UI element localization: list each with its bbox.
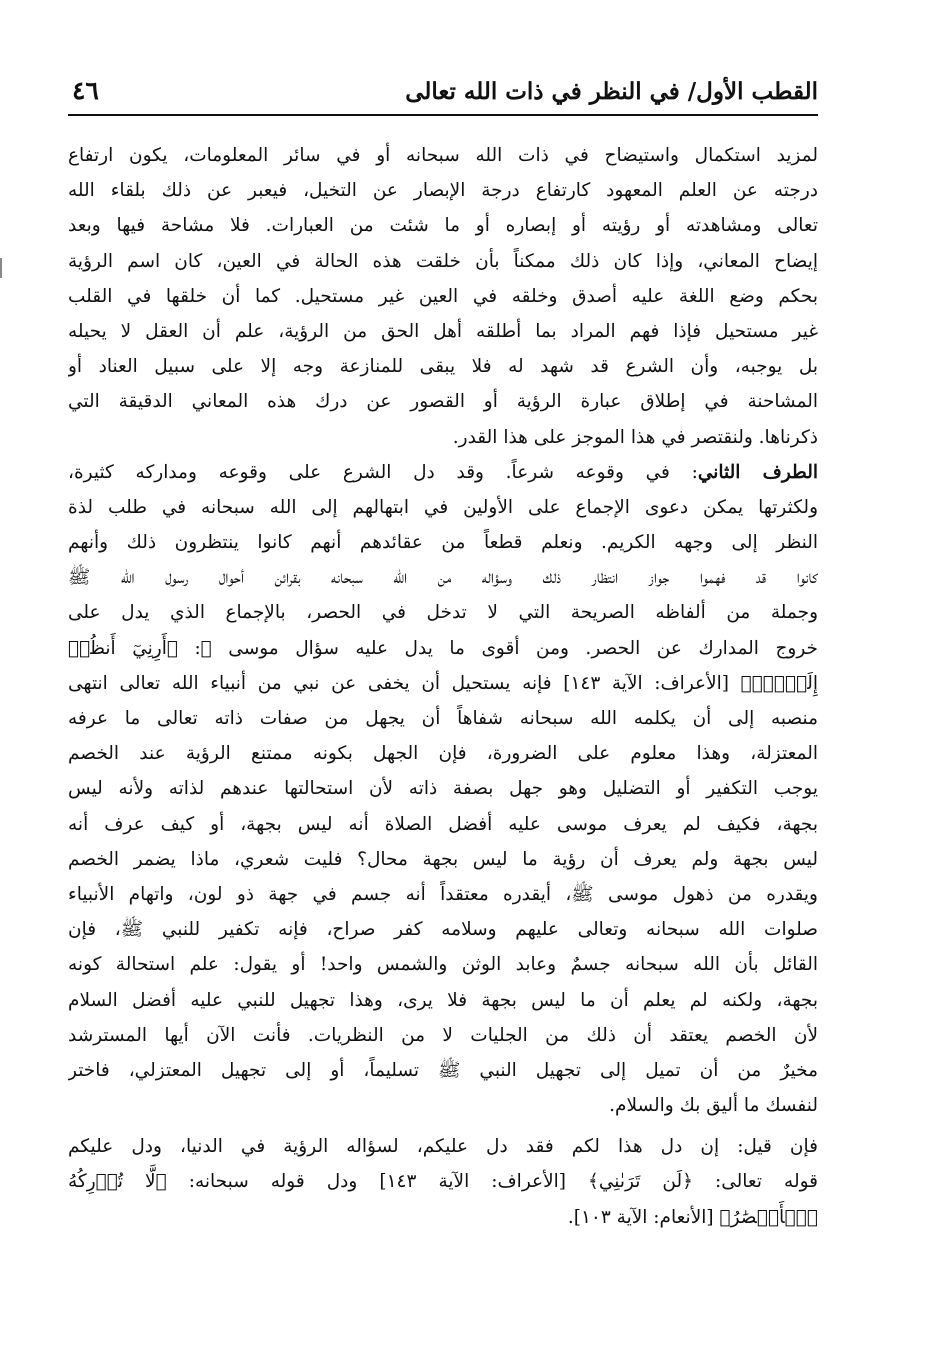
- text-line: منصبه إلى أن يكلمه الله سبحانه شفاهاً أن يجهل من صفات ذاته تعالى ما عرفه: [68, 708, 818, 729]
- text-line: يوجب التكفير أو التضليل وهو جهل بصفة ذاته لأن استحالتها عندهم لذاته ولأنه ليس: [68, 778, 818, 800]
- text-line: قوله تعالى: ﴿لَن تَرَىٰنِي﴾ [الأعراف: الآية ١٤٣] ودل قوله سبحانه: ﴿لَّا تُدۡرِكُهُ: [68, 1171, 818, 1193]
- text-line: المشاحنة في إطلاق عبارة الرؤية أو القصور عن درك هذه المعاني الدقيقة التي: [68, 391, 818, 413]
- text-line: وجملة من ألفاظه الصريحة التي لا تدخل في الحصر، بالإجماع الذي يدل على: [68, 602, 818, 624]
- text-line: لأن الخصم يعتقد أن ذلك من الجليات لا من النظريات. فأنت الآن أيها المسترشد: [68, 1024, 818, 1046]
- text-line: ويقدره من ذهول موسى ﷺ، أيقدره معتقداً أنه جسم في جهة ذو لون، واتهام الأنبياء: [68, 883, 818, 905]
- text-line: كانوا قد فهموا جواز انتظار ذلك وسؤاله من الله سبحانه بقرائن أحوال رسول الله ﷺ: [68, 567, 818, 589]
- text-line: إيضاح المعاني، وإذا كان ذلك ممكناً بأن خلقت هذه الحالة في العين، كان اسم الرؤية: [68, 250, 818, 272]
- text-line: المعتزلة، وهذا معلوم على الضرورة، فإن الجهل بكونه ممتنع الرؤية عند الخصم: [68, 743, 818, 765]
- paragraph: [68, 1129, 818, 1235]
- page-body: [68, 138, 818, 1235]
- text-line: ٱلۡأَبۡصَٰرُ﴾ [الأنعام: الآية ١٠٣].: [567, 1206, 818, 1228]
- running-title: القطب الأول/ في النظر في ذات الله تعالى: [405, 78, 818, 105]
- paragraph: [68, 455, 818, 1124]
- text-line: درجته عن العلم المعهود كارتفاع درجة الإبصار عن التخيل، فيعبر عن ذلك بلقاء الله: [68, 180, 818, 202]
- paragraph: [68, 138, 818, 455]
- text-line: لنفسك ما أليق بك والسلام.: [609, 1095, 818, 1117]
- text-line: [68, 455, 818, 490]
- text-line: خروج المدارك عن الحصر. ومن أقوى ما يدل عليه سؤال موسى ﷺ: ﴿أَرِنِيٓ أَنظُرۡ: [68, 637, 818, 659]
- text-line: تعالى ومشاهدته أو رؤيته أو إبصاره أو ما شئت من العبارات. فلا مشاحة فيها وبعد: [68, 215, 818, 237]
- text-line: ليس بجهة ولم يعرف أن رؤية ما ليس بجهة محال؟ فليت شعري، ماذا يضمر الخصم: [68, 848, 818, 870]
- text-line: بحكم وضع اللغة عليه أصدق وخلقه في العين غير مستحيل. كما أن خلقها في القلب: [68, 285, 818, 307]
- book-page: [68, 70, 818, 1235]
- page-number: ٤٦: [72, 76, 99, 105]
- section-term: الطرف الثاني: [697, 461, 818, 483]
- text-line: بجهة، فكيف لم يعرف موسى عليه أفضل الصلاة أنه ليس بجهة، أو كيف عرف أنه: [68, 813, 818, 835]
- text-line: إِلَيۡكَۚ﴾ [الأعراف: الآية ١٤٣] فإنه يستحيل أن يخفى عن نبي من أنبياء الله تعالى انتهى: [68, 672, 818, 694]
- text-line: فإن قيل: إن دل هذا لكم فقد دل عليكم، لسؤاله الرؤية في الدنيا، ودل عليكم: [68, 1136, 818, 1158]
- text-line: بجهة، ولكنه لم يعلم أن ما ليس بجهة فلا يرى، وهذا تجهيل للنبي عليه أفضل السلام: [68, 989, 818, 1011]
- text-line: بل يوجبه، وأن الشرع قد شهد له فلا يبقى للمنازعة وجه إلا على سبيل العناد أو: [68, 356, 818, 378]
- text-line: صلوات الله سبحانه وتعالى عليهم وسلامه كفر صراح، فإنه تكفير للنبي ﷺ، فإن: [68, 919, 818, 941]
- text-line: غير مستحيل فإذا فهم المراد بما أطلقه أهل الحق من الرؤية، علم أن العقل لا يحيله: [68, 320, 818, 342]
- text-line: لمزيد استكمال واستيضاح في ذات الله سبحانه أو في سائر المعلومات، يكون ارتفاع: [68, 145, 818, 166]
- text-line: ذكرناها. ولنقتصر في هذا الموجز على هذا القدر.: [452, 426, 818, 448]
- text-line: ولكثرتها يمكن دعوى الإجماع على الأولين في ابتهالهم إلى الله سبحانه في طلب لذة: [68, 496, 818, 518]
- text-line: القائل بأن الله سبحانه جسمٌ وعابد الوثن والشمس واحد! أو يقول: علم استحالة كونه: [68, 954, 818, 976]
- text-line: النظر إلى وجهه الكريم. ونعلم قطعاً من عقائدهم أنهم كانوا ينتظرون ذلك وأنهم: [68, 532, 818, 554]
- scan-edge-mark: [0, 258, 2, 278]
- text-segment: : في وقوعه شرعاً. وقد دل الشرع على وقوعه ومداركه كثيرة،: [68, 461, 698, 483]
- text-line: مخيرٌ من أن تميل إلى تجهيل النبي ﷺ تسليماً، أو إلى تجهيل المعتزلي، فاختر: [68, 1059, 818, 1081]
- page-header: [68, 70, 818, 116]
